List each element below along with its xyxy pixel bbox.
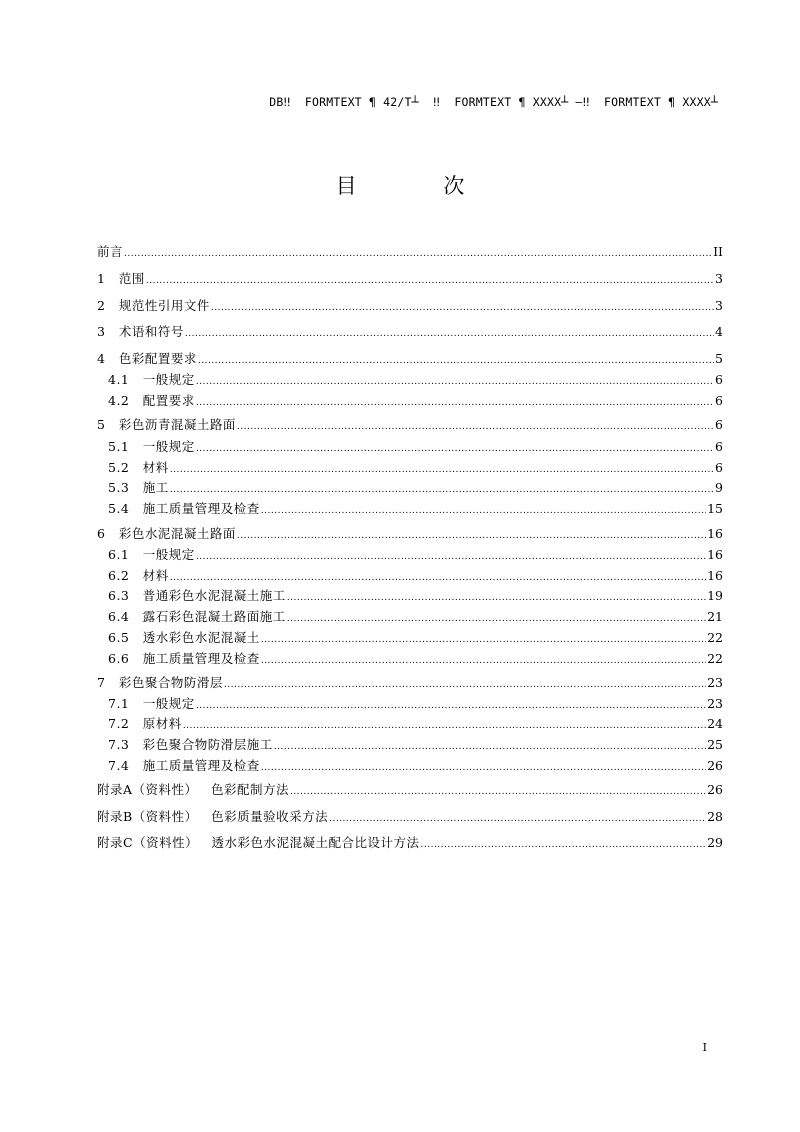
toc-entry-label: 1 范围 [97, 271, 145, 286]
toc-entry-label: 2 规范性引用文件 [97, 298, 210, 313]
toc-entry-page: 22 [707, 630, 723, 645]
toc-entry-label: 6.6 施工质量管理及检查 [108, 651, 260, 666]
toc-entry-7-4[interactable] [108, 756, 723, 776]
toc-entry-page: 16 [707, 547, 723, 562]
dot-leader [261, 501, 706, 521]
toc-entry-page: 21 [707, 609, 723, 624]
toc-entry-label: 7.3 彩色聚合物防滑层施工 [108, 737, 273, 752]
toc-entry-page: 5 [715, 351, 723, 366]
toc-entry-label: 5.3 施工 [108, 480, 169, 495]
toc-entry-page: 6 [715, 460, 723, 475]
toc-entry-label: 附录B（资料性） 色彩质量验收采方法 [97, 809, 329, 824]
toc-entry-page: 29 [707, 835, 723, 850]
toc-entry-6-4[interactable] [108, 607, 723, 627]
toc-entry-page: 26 [707, 782, 723, 797]
dot-leader [185, 324, 714, 344]
toc-entry-page: 25 [707, 737, 723, 752]
toc-entry-label: 6 彩色水泥混凝土路面 [97, 526, 236, 541]
dot-leader [421, 835, 707, 855]
toc-entry-7-2[interactable] [108, 714, 723, 734]
toc-entry-page: 23 [707, 696, 723, 711]
toc-entry-page: 19 [707, 588, 723, 603]
dot-leader [196, 547, 706, 567]
dot-leader [287, 609, 706, 629]
toc-entry-page: 6 [715, 372, 723, 387]
toc-entry-label: 5.4 施工质量管理及检查 [108, 501, 260, 516]
toc-entry-label: 7.2 原材料 [108, 716, 182, 731]
toc-entry-label: 5 彩色沥青混凝土路面 [97, 417, 236, 432]
dot-leader [261, 758, 706, 778]
toc-entry-4[interactable] [97, 349, 723, 369]
toc-entry-page: 6 [715, 417, 723, 432]
toc-entry-page: 4 [715, 324, 723, 339]
toc-entry-5[interactable] [97, 415, 723, 435]
dot-leader [170, 568, 706, 588]
dot-leader [196, 372, 714, 392]
toc-entry-page: 26 [707, 758, 723, 773]
dot-leader [261, 630, 706, 650]
dot-leader [170, 480, 714, 500]
dot-leader [183, 716, 706, 736]
toc-entry-page: 6 [715, 439, 723, 454]
toc-entry-label: 6.3 普通彩色水泥混凝土施工 [108, 588, 286, 603]
toc-entry-appendix-a[interactable] [97, 780, 723, 800]
toc-entry-5-4[interactable] [108, 499, 723, 519]
toc-entry-7-1[interactable] [108, 694, 723, 714]
toc-entry-6-2[interactable] [108, 566, 723, 586]
toc-entry-page: 3 [715, 271, 723, 286]
toc-entry-5-2[interactable] [108, 458, 723, 478]
toc-entry-page: 16 [707, 526, 723, 541]
toc-entry-6-6[interactable] [108, 649, 723, 669]
toc-entry-page: 6 [715, 393, 723, 408]
toc-entry-page: 3 [715, 298, 723, 313]
toc-entry-label: 4.1 一般规定 [108, 372, 195, 387]
dot-leader [196, 393, 714, 413]
toc-entry-label: 7.1 一般规定 [108, 696, 195, 711]
toc-entry-label: 6.5 透水彩色水泥混凝土 [108, 630, 260, 645]
toc-entry-6-5[interactable] [108, 628, 723, 648]
toc-entry-foreword[interactable] [97, 242, 723, 262]
toc-entry-label: 6.1 一般规定 [108, 547, 195, 562]
dot-leader [198, 351, 714, 371]
dot-leader [196, 696, 706, 716]
toc-entry-6-1[interactable] [108, 545, 723, 565]
toc-entry-4-1[interactable] [108, 370, 723, 390]
toc-entry-label: 3 术语和符号 [97, 324, 184, 339]
toc-entry-appendix-c[interactable] [97, 833, 723, 853]
toc-entry-page: 22 [707, 651, 723, 666]
toc-entry-appendix-b[interactable] [97, 807, 723, 827]
toc-entry-1[interactable] [97, 269, 723, 289]
dot-leader [237, 526, 706, 546]
toc-entry-page: 9 [715, 480, 723, 495]
toc-entry-label: 6.4 露石彩色混凝土路面施工 [108, 609, 286, 624]
dot-leader [329, 809, 706, 829]
toc-entry-label: 前言 [97, 244, 124, 259]
page-number: I [702, 1041, 707, 1054]
toc-entry-label: 5.2 材料 [108, 460, 169, 475]
toc-entry-label: 附录C（资料性） 透水彩色水泥混凝土配合比设计方法 [97, 835, 420, 850]
dot-leader [224, 675, 706, 695]
toc-entry-7[interactable] [97, 673, 723, 693]
toc-entry-label: 附录A（资料性） 色彩配制方法 [97, 782, 289, 797]
dot-leader [274, 737, 706, 757]
dot-leader [124, 244, 712, 264]
toc-entry-page: 24 [707, 716, 723, 731]
toc-entry-label: 4.2 配置要求 [108, 393, 195, 408]
page-title: 目 次 [335, 174, 505, 198]
toc-entry-label: 7.4 施工质量管理及检查 [108, 758, 260, 773]
dot-leader [237, 417, 714, 437]
toc-entry-6-3[interactable] [108, 586, 723, 606]
toc-entry-label: 7 彩色聚合物防滑层 [97, 675, 223, 690]
dot-leader [287, 588, 706, 608]
toc-entry-6[interactable] [97, 524, 723, 544]
toc-entry-page: 23 [707, 675, 723, 690]
dot-leader [211, 298, 714, 318]
toc-entry-5-1[interactable] [108, 437, 723, 457]
toc-entry-page: II [713, 244, 723, 259]
toc-entry-label: 5.1 一般规定 [108, 439, 195, 454]
toc-entry-page: 16 [707, 568, 723, 583]
toc-entry-label: 4 色彩配置要求 [97, 351, 197, 366]
toc-entry-page: 15 [707, 501, 723, 516]
document-header: DB‼ FORMTEXT ¶ 42/T┴ ‼ FORMTEXT ¶ XXXX┴ —‼ FORMTEXT ¶ XXXX┴ [269, 95, 718, 109]
toc-entry-label: 6.2 材料 [108, 568, 169, 583]
toc-entry-7-3[interactable] [108, 735, 723, 755]
dot-leader [146, 271, 714, 291]
toc-entry-3[interactable] [97, 322, 723, 342]
dot-leader [290, 782, 706, 802]
dot-leader [196, 439, 714, 459]
dot-leader [170, 460, 714, 480]
toc-entry-page: 28 [707, 809, 723, 824]
dot-leader [261, 651, 706, 671]
toc-entry-2[interactable] [97, 296, 723, 316]
toc-entry-5-3[interactable] [108, 478, 723, 498]
toc-entry-4-2[interactable] [108, 391, 723, 411]
